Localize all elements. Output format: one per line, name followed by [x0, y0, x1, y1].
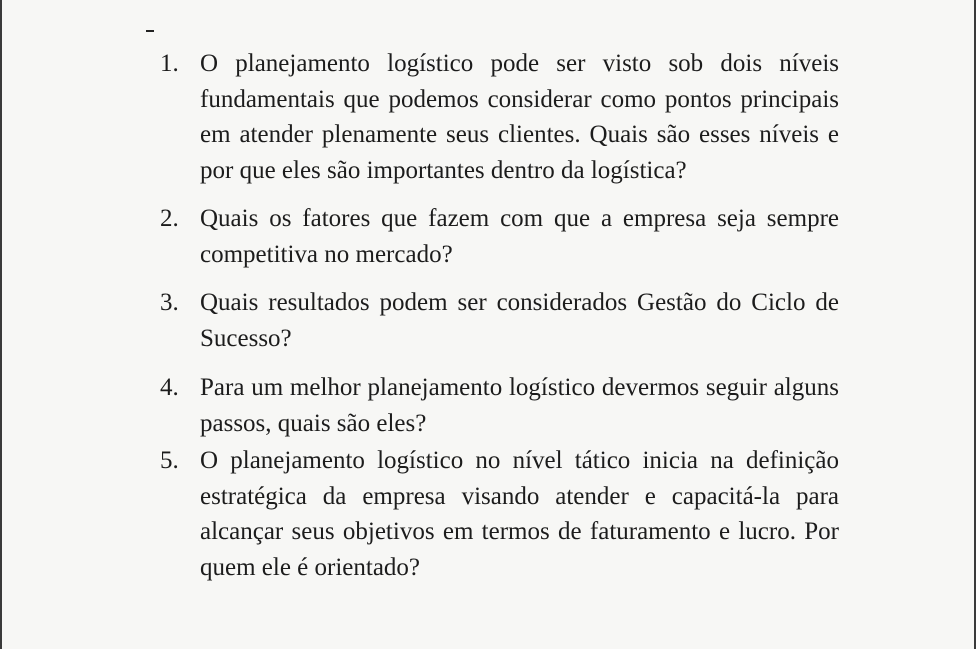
question-item: [160, 285, 839, 356]
question-item: [160, 201, 839, 272]
question-text: Quais os fatores que fazem com que a empresa seja sempre competitiva no mercado?: [200, 205, 839, 268]
question-text: O planejamento logístico pode ser visto sob dois níveis fundamentais que podemos considerar como pontos principais em atender plenamente seus clientes. Quais são esses níveis e por que eles são importantes dentro da logística?: [200, 50, 839, 184]
question-item: [160, 370, 839, 441]
question-text: O planejamento logístico no nível tático inicia na definição estratégica da empresa visando atender e capacitá-la para alcançar seus objetivos em termos de faturamento e lucro. Por quem ele é orientado?: [200, 447, 839, 581]
dash-mark: [146, 30, 154, 32]
question-item: [160, 46, 839, 188]
question-number: 4.: [160, 374, 179, 401]
question-number: 2.: [160, 205, 179, 232]
question-text: Para um melhor planejamento logístico devermos seguir alguns passos, quais são eles?: [200, 374, 839, 437]
question-number: 3.: [160, 289, 179, 316]
question-number: 5.: [160, 447, 179, 474]
page-left-edge: [0, 0, 2, 649]
question-list: [160, 46, 839, 585]
question-number: 1.: [160, 50, 179, 77]
question-text: Quais resultados podem ser considerados Gestão do Ciclo de Sucesso?: [200, 289, 839, 352]
question-item: [160, 443, 839, 585]
